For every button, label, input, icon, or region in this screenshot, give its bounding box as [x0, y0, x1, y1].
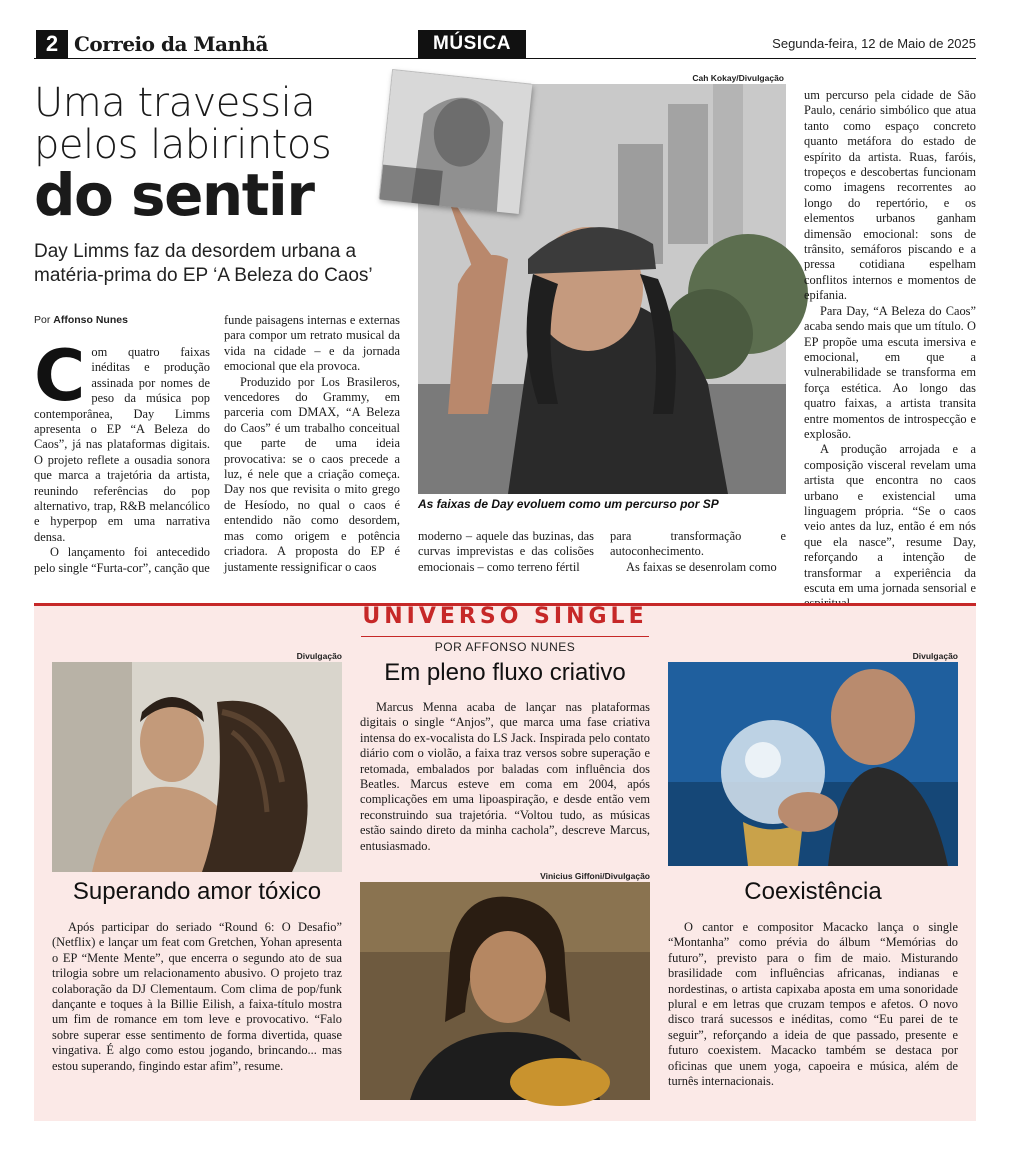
article-paragraph: O lançamento foi antecedido pelo single “Furta-cor”, canção que	[34, 545, 210, 575]
story-title-right: Coexistência	[744, 878, 882, 905]
subheadline: Day Limms faz da desordem urbana a matéria-prima do EP ‘A Beleza do Caos’	[34, 241, 373, 286]
story-paragraph: Após participar do seriado “Round 6: O Desafio” (Netflix) e lançar um feat com Gretchen, Yohan apresenta o EP “Mente Mente”, que encerra o segundo ato de sua trilogia sobre um relacionamento abusivo. O projeto traz colaboração da DJ Clementaum. Com clima de pop/funk dançante e toques à la Billie Eilish, a faixa-título mostra um fim de romance em tom leve e provocativo. “Falo sobre superar esse sentimento de forma divertida, quase vingativa. É algo como estou jogando, brincando... mas estou superando, fingindo estar afim”, resume.	[52, 920, 342, 1073]
article-column-1	[34, 335, 210, 576]
story-paragraph: O cantor e compositor Macacko lança o single “Montanha” como prévia do álbum “Memórias do futuro”, previsto para o fim de maio. Misturando brasilidade com influências africanas, indianas e nordestinas, o artista capixaba aposta em uma sonoridade plural e em letras que cruzam tempos e afetos. O novo disco trará sucessos e inéditas, como “Eu parei de te seguir”, reforçando a ideia de que passado, presente e futuro coexistem. Macacko também se destaca por oficinas que unem yoga, capoeira e música, além de turnês internacionais.	[668, 920, 958, 1089]
yohan-photo-illustration	[52, 662, 342, 872]
article-paragraph	[34, 335, 210, 545]
story-title-center: Em pleno fluxo criativo	[384, 659, 626, 686]
paragraph-text: om quatro faixas inéditas e produção assinada por nomes de peso da música pop contemporânea, Day Limms apresenta o EP “A Beleza do Caos”, já nas plataformas digitais. O projeto reflete a ousadia sonora que marca a trajetória da artista, reunindo referências do pop alternativo, trap, R&B melancólico e hyperpop em uma narrativa densa.	[34, 345, 210, 544]
article-column-5	[804, 88, 976, 612]
story-title-left: Superando amor tóxico	[72, 878, 322, 905]
article-paragraph: para transformação e autoconhecimento.	[610, 529, 786, 559]
photo-credit-right: Divulgação	[912, 651, 958, 661]
article-paragraph: Produzido por Los Brasileros, vencedores do Grammy, em parceria com DMAX, “A Beleza do Caos” é um trabalho conceitual que parte de uma ideia provocativa: se o caos precede a luz, é nele que a criação começa. Day nos que revisita o mito grego de Hesíodo, no qual o caos é entendido não como desordem, mas como origem e potência criadora. A proposta do EP é justamente ressignificar o caos	[224, 374, 400, 574]
album-cover	[379, 69, 532, 213]
headline	[34, 80, 394, 229]
macacko-photo-illustration	[668, 662, 958, 866]
page-number: 2	[36, 30, 68, 58]
marcus-menna-photo	[360, 882, 650, 1100]
article-paragraph: As faixas se desenrolam como	[626, 559, 777, 574]
photo-credit: Cah Kokay/Divulgação	[692, 73, 784, 83]
article-paragraph: moderno – aquele das buzinas, das curvas imprevistas e das colisões emocionais – como terreno fértil	[418, 529, 594, 574]
headline-line-2: pelos labirintos	[34, 122, 332, 168]
issue-date: Segunda-feira, 12 de Maio de 2025	[772, 36, 976, 51]
byline	[34, 314, 128, 326]
article-paragraph: A produção arrojada e a composição visceral revelam uma artista que encontra no caos urbano e existencial uma linguagem própria. “Se o caos veio antes da luz, então é em nós que ela nasce”, resume Day, reforçando a intenção de transformar a experiência da escuta em uma jornada sensorial e	[804, 442, 976, 595]
byline-author: Affonso Nunes	[53, 314, 128, 326]
article-column-3	[418, 529, 594, 575]
photo-credit-center: Vinicius Giffoni/Divulgação	[540, 871, 650, 881]
album-cover-art	[379, 70, 532, 214]
marcus-menna-photo-illustration	[360, 882, 650, 1100]
drop-cap: C	[34, 335, 86, 417]
yohan-photo	[52, 662, 342, 872]
universo-single-title: UNIVERSO SINGLE	[362, 604, 648, 629]
article-paragraph: um percurso pela cidade de São Paulo, cenário simbólico que atua tanto como espaço concreto quanto metáfora do estado de espírito da artista. Ruas, faróis, tropeços e descobertas funcionam como imagens recorrentes ao longo do repertório, e os elementos urbanos ganham dimensão emocional: sons de trânsito, semáforos piscando e a pressa cotidiana espelham conflitos internos e momentos de epifania.	[804, 88, 976, 303]
story-paragraph: Marcus Menna acaba de lançar nas plataformas digitais o single “Anjos”, que marca uma fase criativa intensa do ex-vocalista do LS Jack. Inspirada pelo contato diário com o violão, a faixa traz versos sobre superação e retomada, embalados por baladas com influência dos Beatles. Marcus esteve em coma em 2004, após complicações em uma lipoaspiração, e desde então vem reconstruindo sua trajetória. “Voltou tudo, as músicas estão saindo direto da minha cachola”, descreve Marcus, entusiasmado.	[360, 700, 650, 853]
article-column-4	[610, 529, 786, 575]
header-rule	[34, 58, 976, 59]
article-paragraph: Para Day, “A Beleza do Caos” acaba sendo mais que um título. O EP propõe uma escuta imersiva e emocional, em que a vulnerabilidade se transforma em força estética. Ao longo das quatro faixas, a artista transita entre momentos de introspecção e explosão.	[804, 303, 976, 441]
story-text-right	[668, 920, 958, 1089]
article-paragraph: funde paisagens internas e externas para compor um retrato musical da vida na cidade – e da jornada emocional que ela provoca.	[224, 313, 400, 374]
byline-prefix: Por	[34, 314, 51, 326]
headline-line-1: Uma travessia	[34, 80, 316, 126]
macacko-photo	[668, 662, 958, 866]
section-tag[interactable]: MÚSICA	[418, 30, 526, 58]
headline-line-3: do sentir	[34, 161, 314, 229]
universo-single-byline: POR AFFONSO NUNES	[434, 640, 576, 654]
article-column-2	[224, 313, 400, 575]
title-rule	[361, 636, 649, 637]
photo-credit-left: Divulgação	[296, 651, 342, 661]
story-text-left	[52, 920, 342, 1074]
newspaper-name: Correio da Manhã	[74, 32, 269, 56]
photo-caption: As faixas de Day evoluem como um percurso por SP	[418, 497, 719, 511]
story-text-center	[360, 700, 650, 854]
